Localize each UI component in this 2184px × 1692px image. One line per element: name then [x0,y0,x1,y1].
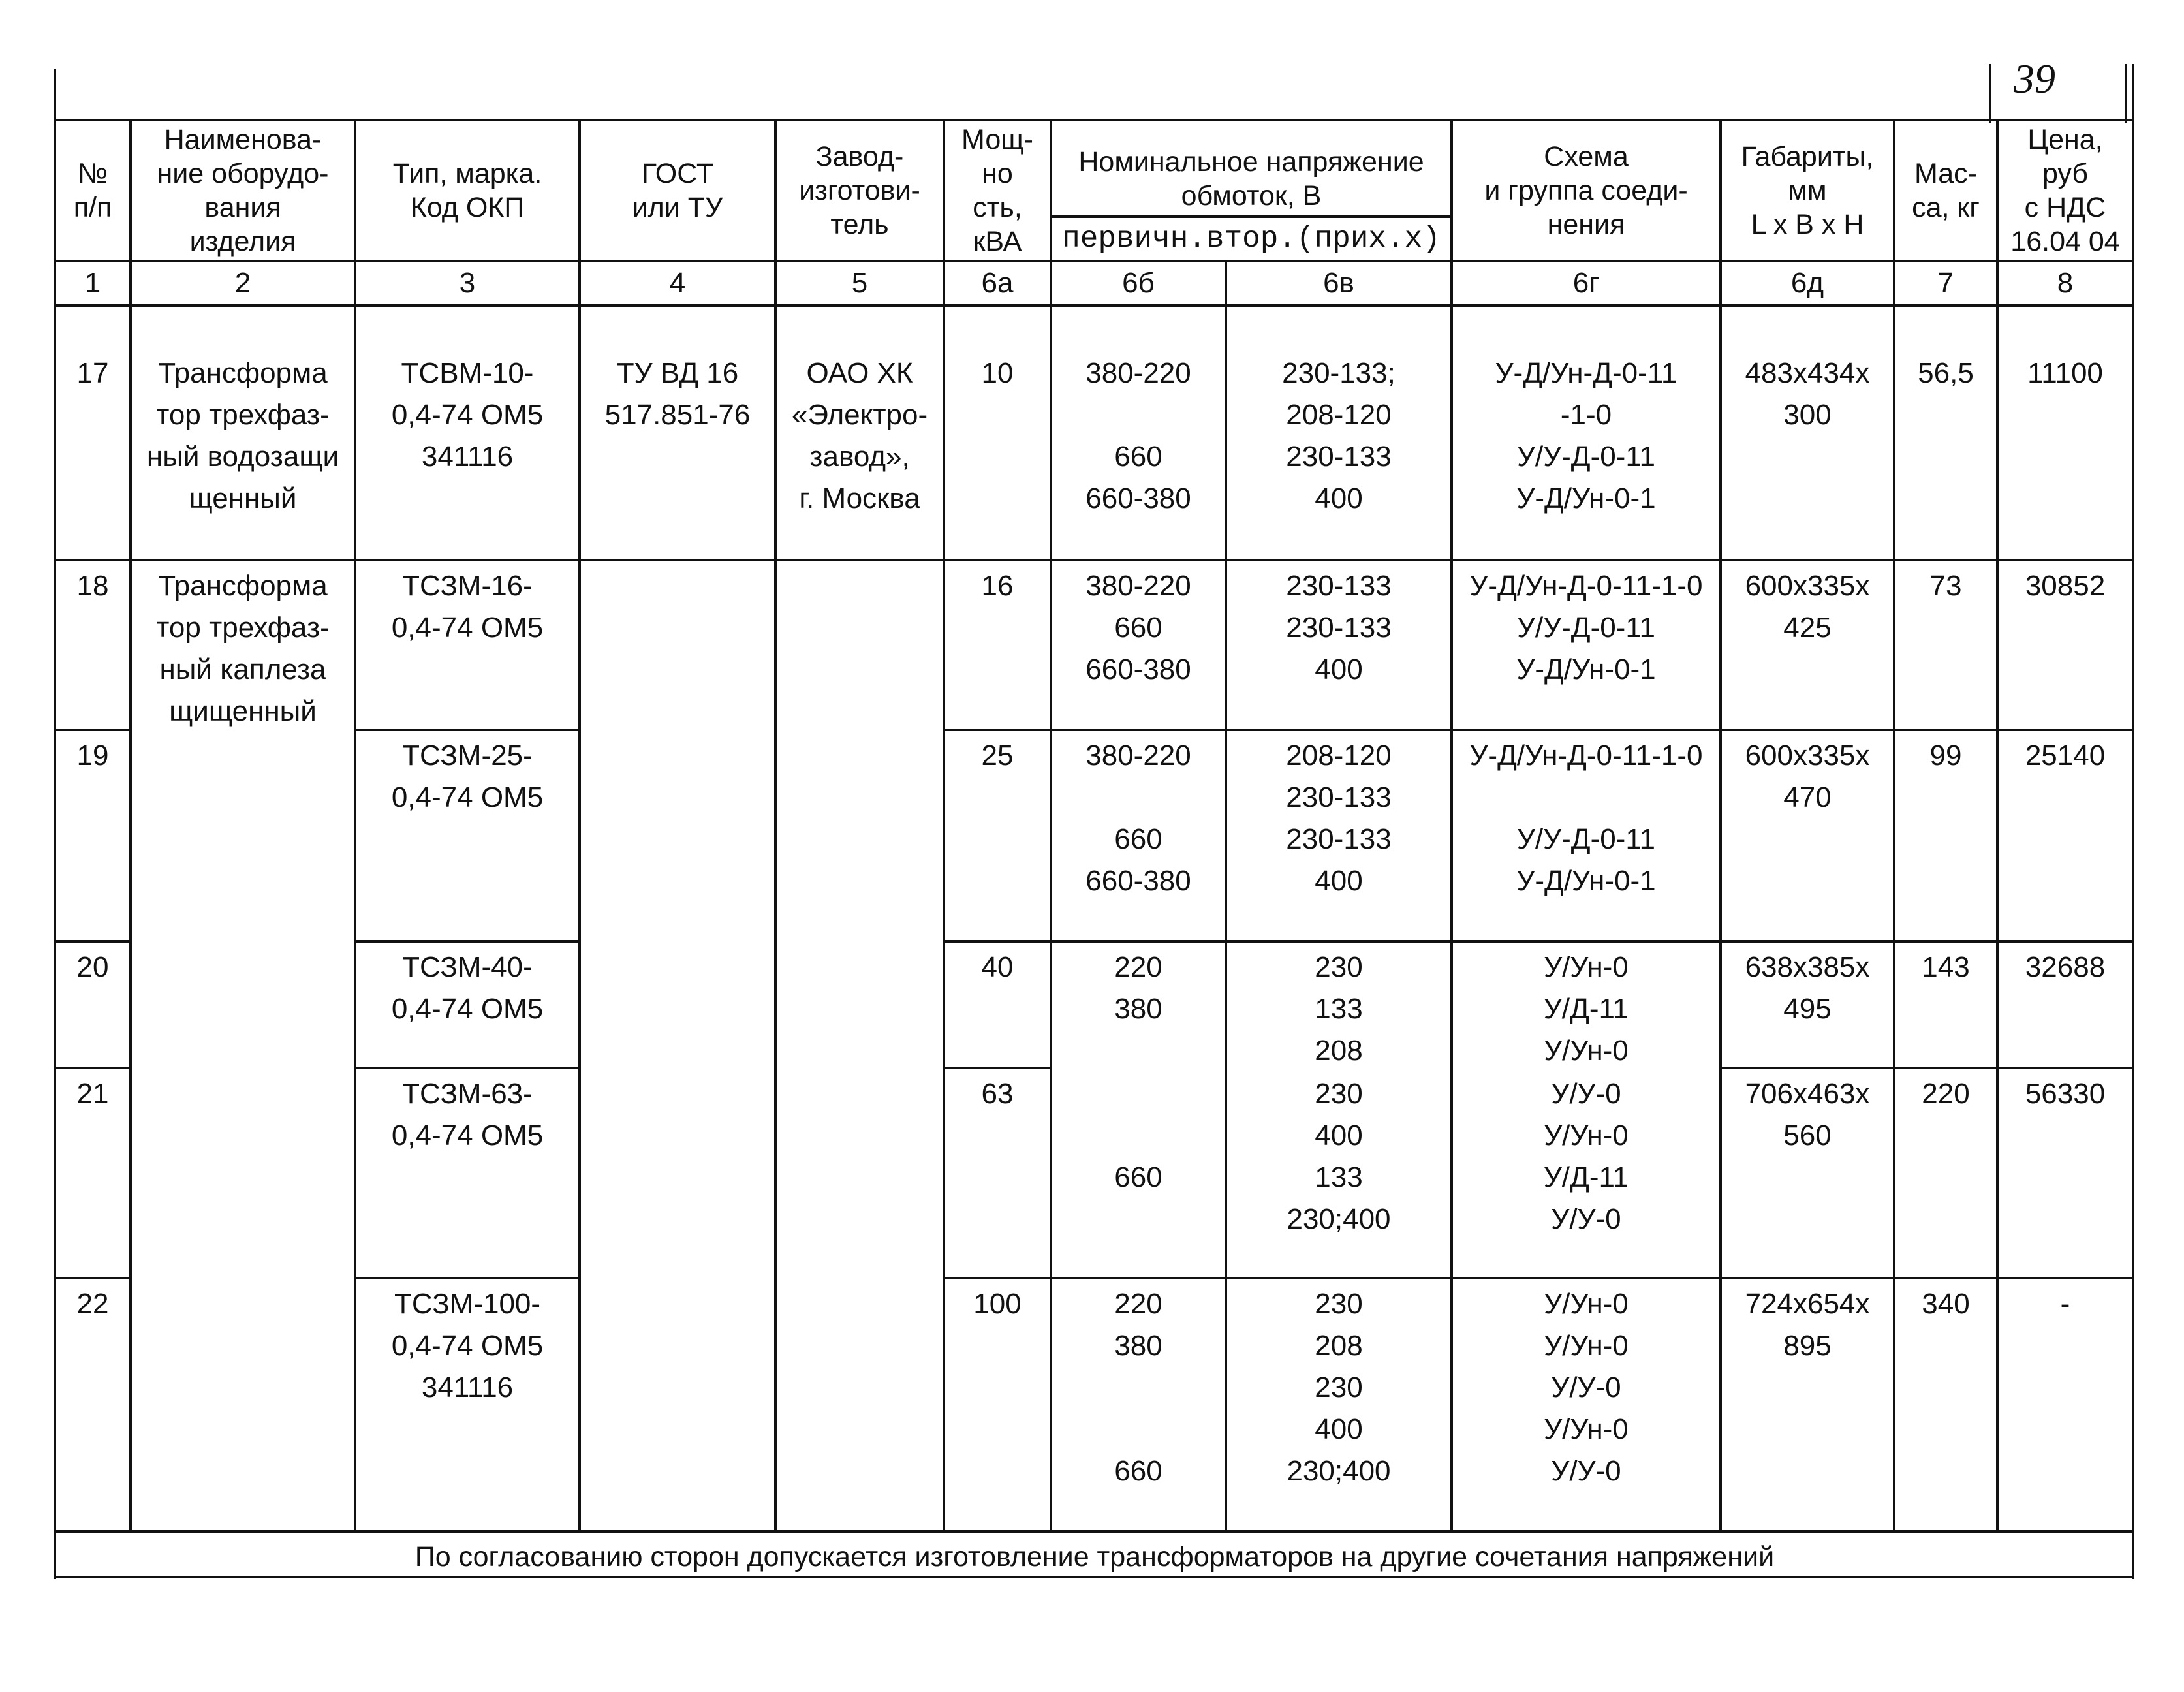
secondary-voltage: 230 400 133 230;400 [1287,1078,1391,1235]
gost: ТУ ВД 16 517.851-76 [604,357,751,431]
type-code: ТСЗМ-25- 0,4-74 ОМ5 [391,740,544,813]
secondary-voltage: 230-133 230-133 400 [1286,570,1392,685]
equipment-name: Трансформа тор трехфаз- ный каплеза щищенный [156,570,330,727]
type-code: ТСЗМ-16- 0,4-74 ОМ5 [391,570,544,644]
primary-voltage: 380-220 660 660-380 [1085,357,1191,514]
row-21-bottom-line [54,1277,132,1279]
row-20-bottom-line-right2 [943,1067,1051,1069]
table-body-bottom-line [54,1530,2134,1533]
colnum-1: 1 [84,267,101,299]
row-19-bottom-line-right2 [943,940,2134,943]
colnum-6b: 6б [1122,267,1155,299]
connection-scheme: У/Ун-0 У/Д-11 У/Ун-0 [1543,951,1629,1067]
row-21-bottom-line-right2 [943,1277,2134,1279]
header-col8: Цена, руб с НДС 16.04 04 [2010,124,2120,257]
row-num: 21 [76,1078,109,1110]
mass: 99 [1929,740,1962,772]
power: 16 [981,570,1014,602]
secondary-voltage: 230 208 230 400 230;400 [1287,1288,1391,1487]
page-number-box-left [1989,64,1991,123]
primary-voltage: 220 380 [1114,951,1162,1025]
price: 11100 [2027,357,2103,389]
colnum-bottom-line [54,304,2134,307]
row-20-bottom-line-right3 [1719,1067,2134,1069]
connection-scheme: У-Д/Ун-Д-0-11-1-0 У/У-Д-0-11 У-Д/Ун-0-1 [1469,740,1703,897]
dimensions: 600x335x 425 [1745,570,1870,644]
type-code: ТСЗМ-63- 0,4-74 ОМ5 [391,1078,544,1152]
col-sep-3 [578,119,581,1531]
price: 30852 [2025,570,2106,602]
primary-voltage: 660 [1114,1161,1162,1193]
row-num: 17 [76,357,109,389]
dimensions: 706x463x 560 [1745,1078,1870,1152]
colnum-6g: 6г [1572,267,1600,299]
primary-voltage: 380-220 660 660-380 [1085,570,1191,685]
price: 56330 [2025,1078,2106,1110]
connection-scheme: У/Ун-0 У/Ун-0 У/У-0 У/Ун-0 У/У-0 [1544,1288,1629,1487]
connection-scheme: У/У-0 У/Ун-0 У/Д-11 У/У-0 [1543,1078,1629,1235]
mass: 73 [1929,570,1962,602]
page-number: 39 [2014,55,2055,102]
colnum-3: 3 [459,267,476,299]
row-num: 20 [76,951,109,983]
price: - [2060,1288,2070,1320]
primary-voltage: 220 380 660 [1114,1288,1162,1487]
row-21-bottom-line-right [354,1277,580,1279]
row-num: 22 [76,1288,109,1320]
page-number-box-right [2125,64,2127,123]
row-18-bottom-line [54,728,132,731]
equipment-name: Трансформа тор трехфаз- ный водозащи щенный [146,357,339,514]
manufacturer: ОАО ХК «Электро- завод», г. Москва [791,357,928,514]
table-border-right [2132,64,2134,1579]
secondary-voltage: 208-120 230-133 230-133 400 [1286,740,1392,897]
colnum-6d: 6д [1790,267,1824,299]
header-col2: Наименова- ние оборудо- вания изделия [157,124,329,257]
colnum-7: 7 [1937,267,1954,299]
row-19-bottom-line [54,940,132,943]
table-bottom-line [54,1576,2134,1578]
header-col6bc-group: Номинальное напряжение обмоток, В [1078,146,1424,212]
power: 10 [981,357,1014,389]
type-code: ТСЗМ-40- 0,4-74 ОМ5 [391,951,544,1025]
header-col6d: Габариты, мм L x B x H [1741,141,1874,240]
header-col6bc-subheader: первичн.втор.(прих.х) [1062,222,1441,256]
header-col7: Мас- са, кг [1912,158,1980,223]
table-footnote: По согласованию сторон допускается изготовление трансформаторов на другие сочетания напряжений [414,1541,1775,1573]
mass: 143 [1922,951,1970,983]
header-col6a: Мощ- но сть, кВА [961,124,1033,257]
primary-voltage: 380-220 660 660-380 [1085,740,1191,897]
power: 63 [981,1078,1014,1110]
row-18-bottom-line-right2 [943,728,2134,731]
colnum-6a: 6а [981,267,1014,299]
mass: 220 [1922,1078,1970,1110]
row-18-bottom-line-right [354,728,580,731]
connection-scheme: У-Д/Ун-Д-0-11-1-0 У/У-Д-0-11 У-Д/Ун-0-1 [1469,570,1703,685]
power: 40 [981,951,1014,983]
header-col5: Завод- изготови- тель [799,141,920,240]
secondary-voltage: 230-133; 208-120 230-133 400 [1282,357,1396,514]
row-num: 18 [76,570,109,602]
price: 32688 [2025,951,2106,983]
colnum-2: 2 [234,267,251,299]
colnum-8: 8 [2057,267,2074,299]
dimensions: 483x434x 300 [1745,357,1870,431]
colnum-4: 4 [669,267,686,299]
connection-scheme: У-Д/Ун-Д-0-11 -1-0 У/У-Д-0-11 У-Д/Ун-0-1 [1495,357,1677,514]
mass: 56,5 [1918,357,1974,389]
row-20-bottom-line [54,1067,132,1069]
colnum-5: 5 [851,267,868,299]
header-col1: № п/п [73,158,112,223]
row-20-bottom-line-right [354,1067,580,1069]
mass: 340 [1922,1288,1970,1320]
row-17-bottom-line [54,559,2134,561]
row-num: 19 [76,740,109,772]
row-19-bottom-line-right [354,940,580,943]
secondary-voltage: 230 133 208 [1315,951,1363,1067]
dimensions: 600x335x 470 [1745,740,1870,813]
price: 25140 [2025,740,2106,772]
header-col6g: Схема и группа соеди- нения [1484,141,1688,240]
type-code: ТСЗМ-100- 0,4-74 ОМ5 341116 [391,1288,544,1403]
power: 100 [973,1288,1022,1320]
dimensions: 724x654x 895 [1745,1288,1870,1362]
dimensions: 638x385x 495 [1745,951,1870,1025]
col-sep-1 [129,119,132,1531]
type-code: ТСВМ-10- 0,4-74 ОМ5 341116 [391,357,544,473]
colnum-6v: 6в [1323,267,1354,299]
power: 25 [981,740,1014,772]
col-sep-4 [774,119,777,1531]
header-col4: ГОСТ или ТУ [632,158,723,223]
header-col3: Тип, марка. Код ОКП [392,158,542,223]
